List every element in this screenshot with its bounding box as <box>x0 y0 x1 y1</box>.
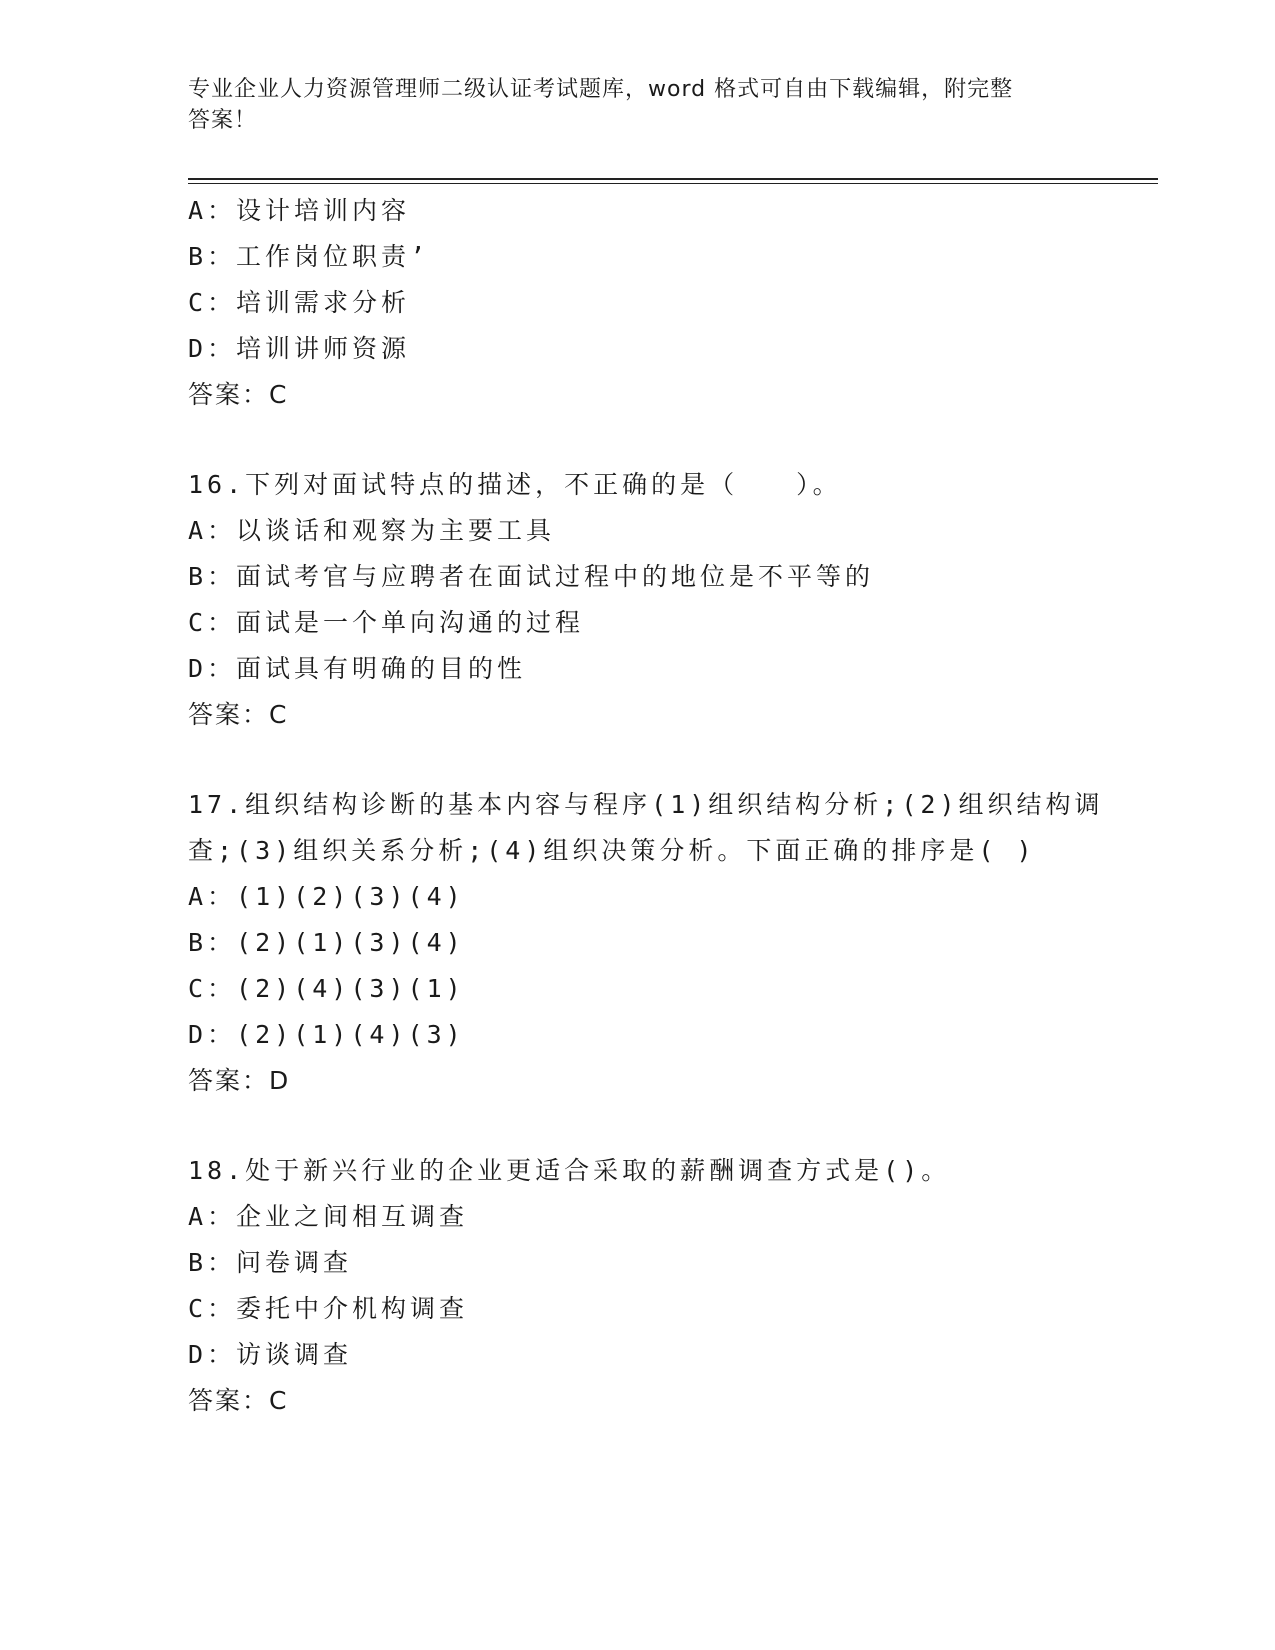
question-title: 16.下列对面试特点的描述，不正确的是（ ）。 <box>188 470 842 499</box>
option-d: D：访谈调查 <box>188 1340 353 1369</box>
option-c: C：培训需求分析 <box>188 288 411 317</box>
question-15-continued <box>188 188 1158 418</box>
option-d: D：面试具有明确的目的性 <box>188 654 527 683</box>
option-b: B：面试考官与应聘者在面试过程中的地位是不平等的 <box>188 562 875 591</box>
question-18 <box>188 1148 1158 1424</box>
option-d: D：(2)(1)(4)(3) <box>188 1020 465 1049</box>
answer-line: 答案：C <box>188 1386 289 1415</box>
option-b: B：工作岗位职责’ <box>188 242 430 271</box>
option-a: A：以谈话和观察为主要工具 <box>188 516 556 545</box>
option-a: A：(1)(2)(3)(4) <box>188 882 465 911</box>
answer-line: 答案：C <box>188 700 289 729</box>
option-a: A：企业之间相互调查 <box>188 1202 469 1231</box>
question-16 <box>188 462 1158 738</box>
answer-line: 答案：D <box>188 1066 291 1095</box>
option-c: C：面试是一个单向沟通的过程 <box>188 608 585 637</box>
header-divider-thin <box>188 183 1158 184</box>
question-title-line-2: 查;(3)组织关系分析;(4)组织决策分析。下面正确的排序是( ) <box>188 836 1036 865</box>
option-c: C：(2)(4)(3)(1) <box>188 974 465 1003</box>
header-line-2: 答案！ <box>188 108 258 133</box>
option-b: B：问卷调查 <box>188 1248 353 1277</box>
document-header <box>188 74 1088 136</box>
header-line-1: 专业企业人力资源管理师二级认证考试题库，word 格式可自由下载编辑，附完整 <box>188 77 1014 102</box>
question-17 <box>188 782 1158 1104</box>
question-list <box>188 188 1158 1424</box>
question-title: 18.处于新兴行业的企业更适合采取的薪酬调查方式是()。 <box>188 1156 951 1185</box>
option-c: C：委托中介机构调查 <box>188 1294 469 1323</box>
option-b: B：(2)(1)(3)(4) <box>188 928 465 957</box>
option-a: A：设计培训内容 <box>188 196 411 225</box>
answer-line: 答案：C <box>188 380 289 409</box>
question-title-line-1: 17.组织结构诊断的基本内容与程序(1)组织结构分析;(2)组织结构调 <box>188 790 1104 819</box>
header-divider-thick <box>188 178 1158 180</box>
option-d: D：培训讲师资源 <box>188 334 411 363</box>
